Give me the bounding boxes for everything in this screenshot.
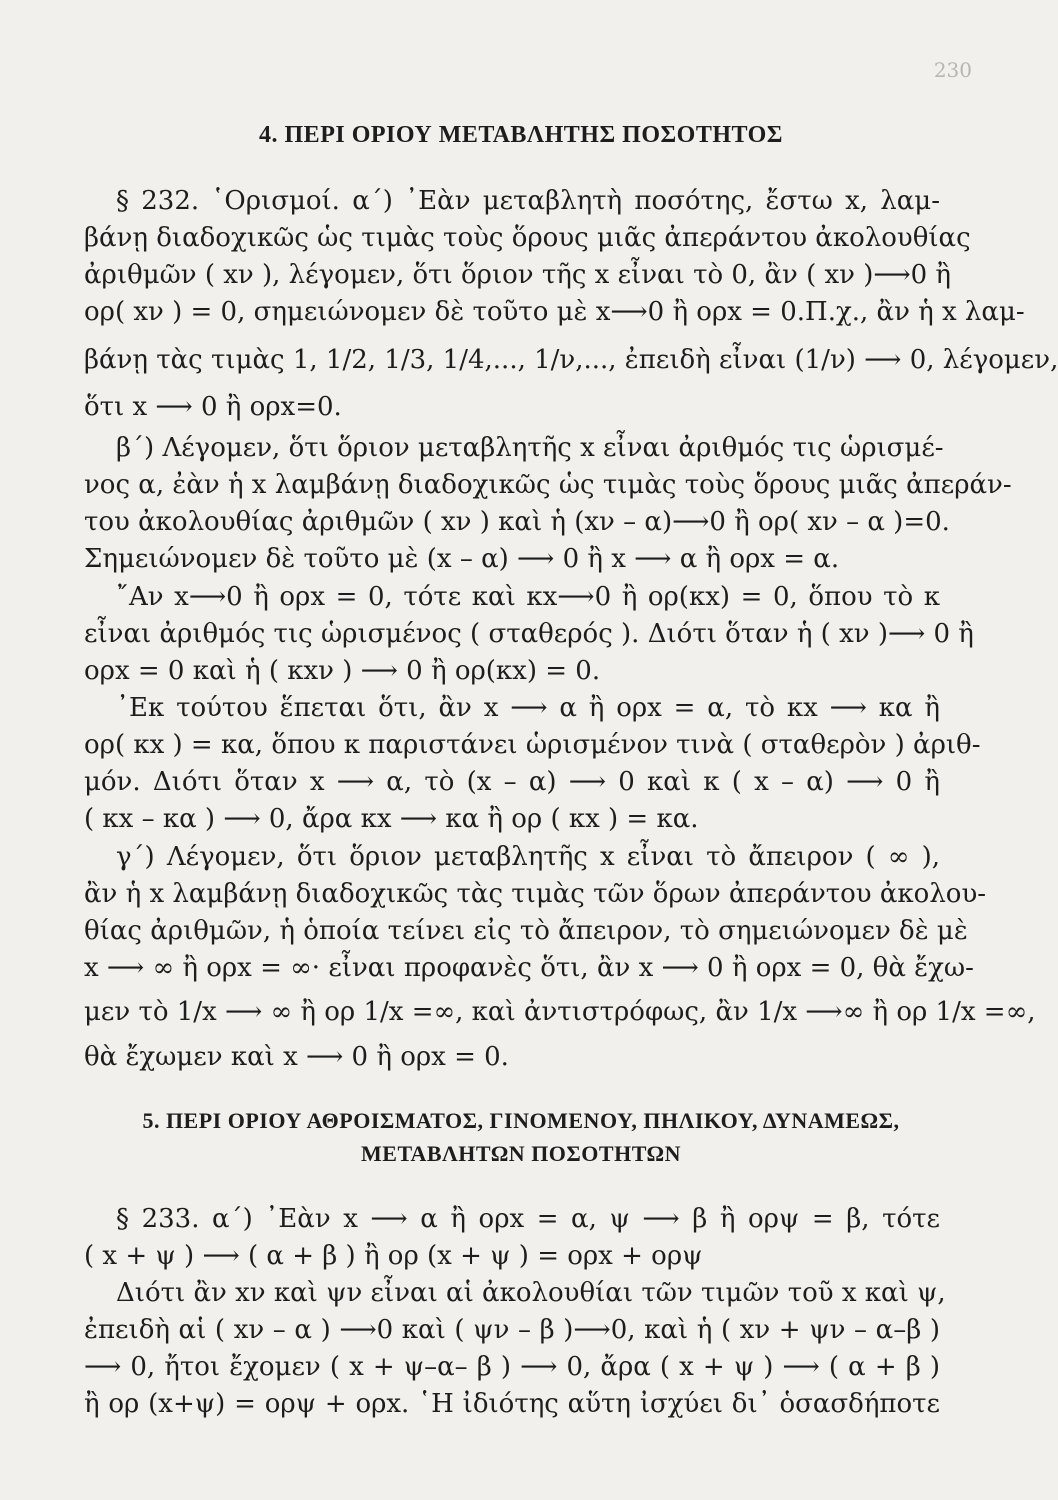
section-heading-4: 4. ΠΕΡΙ ΟΡΙΟΥ ΜΕΤΑΒΛΗΤΗΣ ΠΟΣΟΤΗΤΟΣ xyxy=(259,122,783,148)
paragraph-line: βάνῃ διαδοχικῶς ὡς τιμὰς τοὺς ὅρους μιᾶς ἀπεράντου ἀκολουθίας xyxy=(84,223,971,253)
paragraph-line: θίας ἀριθμῶν, ἡ ὁποία τείνει εἰς τὸ ἄπειρον, τὸ σημειώνομεν δὲ μὲ xyxy=(84,916,968,946)
paragraph-line: ⟶ 0, ἤτοι ἔχομεν ( x + ψ–α– β ) ⟶ 0, ἄρα ( x + ψ ) ⟶ ( α + β ) xyxy=(84,1352,940,1382)
section-heading-5-line2: ΜΕΤΑΒΛΗΤΩΝ ΠΟΣΟΤΗΤΩΝ xyxy=(361,1141,681,1166)
paragraph-line: ( x + ψ ) ⟶ ( α + β ) ἢ ορ (x + ψ ) = ορx + ορψ xyxy=(84,1241,703,1271)
paragraph-line: ἂν ἡ x λαμβάνῃ διαδοχικῶς τὰς τιμὰς τῶν ὅρων ἀπεράντου ἀκολου- xyxy=(84,879,987,909)
paragraph-line: ορ( xν ) = 0, σημειώνομεν δὲ τοῦτο μὲ x⟶0 ἢ ορx = 0.Π.χ., ἂν ἡ x λαμ- xyxy=(84,297,1025,327)
paragraph-line: ορ( κx ) = κα, ὅπου κ παριστάνει ὡρισμένον τινὰ ( σταθερὸν ) ἀριθ- xyxy=(84,730,981,760)
paragraph-line: § 233. α΄) ᾿Εὰν x ⟶ α ἢ ορx = α, ψ ⟶ β ἢ ορψ = β, τότε xyxy=(116,1204,940,1234)
paragraph-line: Σημειώνομεν δὲ τοῦτο μὲ (x – α) ⟶ 0 ἢ x ⟶ α ἢ ορx = α. xyxy=(84,544,840,574)
paragraph-line: θὰ ἔχωμεν καὶ x ⟶ 0 ἢ ορx = 0. xyxy=(84,1042,509,1072)
paragraph-line: ἀριθμῶν ( xν ), λέγομεν, ὅτι ὅριον τῆς x εἶναι τὸ 0, ἂν ( xν )⟶0 ἢ xyxy=(84,260,952,290)
paragraph-line: ᾿Εκ τούτου ἕπεται ὅτι, ἂν x ⟶ α ἢ ορx = α, τὸ κx ⟶ κα ἢ xyxy=(116,693,940,723)
paragraph-line: γ΄) Λέγομεν, ὅτι ὅριον μεταβλητῆς x εἶναι τὸ ἄπειρον ( ∞ ), xyxy=(116,842,940,872)
paragraph-line: ( κx – κα ) ⟶ 0, ἄρα κx ⟶ κα ἢ ορ ( κx ) = κα. xyxy=(84,804,699,834)
paragraph-line: ορx = 0 καὶ ἡ ( κxν ) ⟶ 0 ἢ ορ(κx) = 0. xyxy=(84,656,601,686)
paragraph-line: ῎Αν x⟶0 ἢ ορx = 0, τότε καὶ κx⟶0 ἢ ορ(κx) = 0, ὅπου τὸ κ xyxy=(116,582,940,612)
page-number: 230 xyxy=(933,58,972,82)
paragraph-line: μόν. Διότι ὅταν x ⟶ α, τὸ (x – α) ⟶ 0 καὶ κ ( x – α) ⟶ 0 ἢ xyxy=(84,767,940,797)
paragraph-line: βάνῃ τὰς τιμὰς 1, 1/2, 1/3, 1/4,..., 1/ν,..., ἐπειδὴ εἶναι (1/ν) ⟶ 0, λέγομεν, xyxy=(84,345,1058,375)
paragraph-line: Διότι ἂν xν καὶ ψν εἶναι αἱ ἀκολουθίαι τῶν τιμῶν τοῦ x καὶ ψ, xyxy=(116,1278,946,1308)
paragraph-line: ὅτι x ⟶ 0 ἢ ορx=0. xyxy=(84,392,342,422)
paragraph-line: νος α, ἐὰν ἡ x λαμβάνῃ διαδοχικῶς ὡς τιμὰς τοὺς ὅρους μιᾶς ἀπεράν- xyxy=(84,470,1012,500)
paragraph-line: x ⟶ ∞ ἢ ορx = ∞· εἶναι προφανὲς ὅτι, ἂν x ⟶ 0 ἢ ορx = 0, θὰ ἔχω- xyxy=(84,953,974,983)
section-heading-5-line1: 5. ΠΕΡΙ ΟΡΙΟΥ ΑΘΡΟΙΣΜΑΤΟΣ, ΓΙΝΟΜΕΝΟΥ, ΠΗΛΙΚΟΥ, ΔΥΝΑΜΕΩΣ, xyxy=(142,1108,900,1133)
paragraph-line: § 232. ῾Ορισμοί. α΄) ᾿Εὰν μεταβλητὴ ποσότης, ἔστω x, λαμ- xyxy=(116,186,940,216)
paragraph-line: β΄) Λέγομεν, ὅτι ὅριον μεταβλητῆς x εἶναι ἀριθμός τις ὡρισμέ- xyxy=(116,433,944,463)
paragraph-line: εἶναι ἀριθμός τις ὡρισμένος ( σταθερός ). Διότι ὅταν ἡ ( xν )⟶ 0 ἢ xyxy=(84,619,974,649)
paragraph-line: του ἀκολουθίας ἀριθμῶν ( xν ) καὶ ἡ (xν – α)⟶0 ἢ ορ( xν – α )=0. xyxy=(84,507,950,537)
paragraph-line: μεν τὸ 1/x ⟶ ∞ ἢ ορ 1/x =∞, καὶ ἀντιστρόφως, ἂν 1/x ⟶∞ ἢ ορ 1/x =∞, xyxy=(84,997,1036,1027)
paragraph-line: ἢ ορ (x+ψ) = ορψ + ορx. ῾Η ἰδιότης αὕτη ἰσχύει δι᾿ ὁσασδήποτε xyxy=(84,1389,940,1419)
paragraph-line: ἐπειδὴ αἱ ( xν – α ) ⟶0 καὶ ( ψν – β )⟶0, καὶ ἡ ( xν + ψν – α–β ) xyxy=(84,1315,940,1345)
